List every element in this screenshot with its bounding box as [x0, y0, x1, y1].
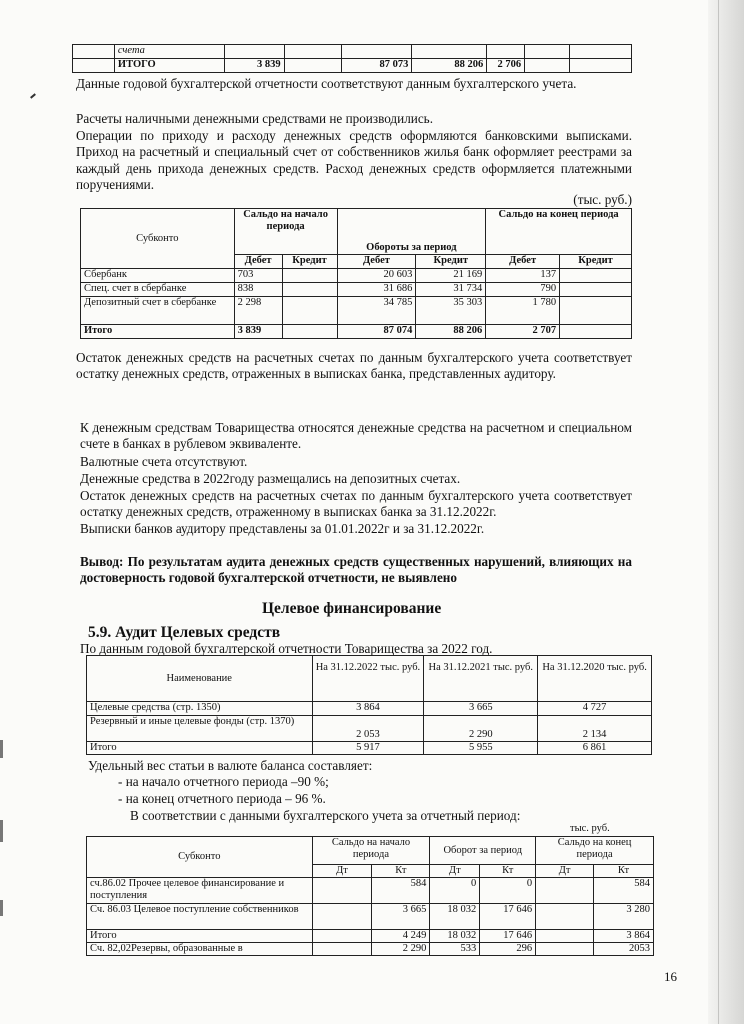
page-number: 16	[664, 969, 677, 984]
cell-value	[282, 269, 337, 283]
table-row	[73, 45, 632, 59]
cell-value: 2 053	[312, 716, 424, 742]
row-label: Итого	[87, 742, 313, 755]
cell-value: 533	[430, 943, 480, 956]
top-table	[72, 44, 632, 73]
cell-value	[525, 59, 570, 73]
cell-value	[536, 943, 594, 956]
cell-value: 21 169	[416, 269, 486, 283]
header-2022: На 31.12.2022 тыс. руб.	[312, 656, 424, 702]
header-debit: Дебет	[486, 255, 560, 269]
cell-value: 5 917	[312, 742, 424, 755]
cell-value	[284, 59, 342, 73]
cell-value	[312, 930, 372, 943]
header-credit: Кредит	[560, 255, 632, 269]
cell-value: 0	[480, 878, 536, 904]
cell-value	[312, 878, 372, 904]
cell-value	[560, 269, 632, 283]
header-dt: Дт	[312, 865, 372, 878]
paragraph: Выписки банков аудитору представлены за 01.01.2022г и за 31.12.2022г.	[80, 521, 485, 536]
cell-value: 4 249	[372, 930, 430, 943]
cell-value: 2053	[594, 943, 654, 956]
cell-value: 838	[234, 283, 282, 297]
paragraph: К денежным средствам Товарищества относятся денежные средства на расчетном и специальном счете в банках в рублевом эквиваленте.	[80, 420, 632, 452]
page-edge-line	[718, 0, 719, 1024]
cell-value: 2 298	[234, 297, 282, 325]
cell-value: 18 032	[430, 930, 480, 943]
cell-value: 87 073	[342, 59, 412, 73]
unit-label: тыс. руб.	[570, 823, 610, 834]
row-label: Итого	[87, 930, 313, 943]
cell-value: 703	[234, 269, 282, 283]
cell-value: 3 280	[594, 904, 654, 930]
unit-label: (тыс. руб.)	[573, 192, 632, 207]
cell-value	[282, 297, 337, 325]
cell-value: 2 290	[424, 716, 538, 742]
table-row	[87, 943, 654, 956]
table-row	[87, 878, 654, 904]
balance-table	[86, 655, 652, 755]
paragraph: Удельный вес статьи в валюте баланса составляет:	[88, 758, 373, 773]
cell-value	[560, 297, 632, 325]
header-kt: Кт	[594, 865, 654, 878]
cell-value: 3 839	[234, 325, 282, 339]
header-start: Сальдо на начало периода	[312, 837, 430, 865]
header-credit: Кредит	[416, 255, 486, 269]
cell-value: 296	[480, 943, 536, 956]
table-row	[81, 269, 632, 283]
row-label: Спец. счет в сбербанке	[81, 283, 235, 297]
row-label: сч.86.02 Прочее целевое финансирование и поступления	[87, 878, 313, 904]
cell-value: 3 864	[594, 930, 654, 943]
paragraph: Расчеты наличными денежными средствами не производились.	[76, 111, 433, 126]
row-label: Резервный и иные целевые фонды (стр. 1370)	[87, 716, 313, 742]
cell-value	[282, 283, 337, 297]
cell-value: 3 864	[312, 702, 424, 716]
table-header-row	[81, 209, 632, 255]
table-row	[87, 930, 654, 943]
cell-value: 2 706	[487, 59, 525, 73]
header-kt: Кт	[372, 865, 430, 878]
paragraph: Данные годовой бухгалтерской отчетности соответствуют данным бухгалтерского учета.	[76, 76, 577, 91]
cell-value: 0	[430, 878, 480, 904]
header-end: Сальдо на конец периода	[536, 837, 654, 865]
cell-value: 17 646	[480, 930, 536, 943]
row-label: Итого	[81, 325, 235, 339]
paragraph: В соответствии с данными бухгалтерского учета за отчетный период:	[130, 808, 521, 823]
row-label: Депозитный счет в сбербанке	[81, 297, 235, 325]
table-header-row	[87, 656, 652, 702]
cell-value: 584	[594, 878, 654, 904]
table-row	[87, 904, 654, 930]
cell-value: 2 134	[538, 716, 652, 742]
paragraph: Остаток денежных средств на расчетных счетах по данным бухгалтерского учета соответствует остатку денежных средств, отраженному в выписках банка за 31.12.2022г.	[80, 488, 632, 520]
paragraph: Денежные средства в 2022году размещались на депозитных счетах.	[80, 471, 461, 486]
header-end: Сальдо на конец периода	[486, 209, 632, 255]
cell-value: 18 032	[430, 904, 480, 930]
table-row	[87, 702, 652, 716]
header-dt: Дт	[430, 865, 480, 878]
scan-mark	[0, 740, 3, 758]
header-subconto: Субконто	[81, 209, 235, 269]
cell-value: 137	[486, 269, 560, 283]
header-start: Сальдо на начало периода	[234, 209, 337, 255]
table-row	[87, 742, 652, 755]
header-subconto: Субконто	[87, 837, 313, 878]
cell-value	[560, 283, 632, 297]
cell-value: 88 206	[416, 325, 486, 339]
cell-value	[312, 943, 372, 956]
header-dt: Дт	[536, 865, 594, 878]
cell-value: 3 665	[424, 702, 538, 716]
page-edge-shadow	[708, 0, 744, 1024]
header-credit: Кредит	[282, 255, 337, 269]
header-2020: На 31.12.2020 тыс. руб.	[538, 656, 652, 702]
row-label: Целевые средства (стр. 1350)	[87, 702, 313, 716]
paragraph: По данным годовой бухгалтерской отчетности Товарищества за 2022 год.	[80, 641, 493, 656]
cell-value: 87 074	[337, 325, 416, 339]
cell-value: 31 686	[337, 283, 416, 297]
table-row	[73, 59, 632, 73]
header-2021: На 31.12.2021 тыс. руб.	[424, 656, 538, 702]
cell-value: 4 727	[538, 702, 652, 716]
target-table	[86, 836, 654, 956]
cell-value: 34 785	[337, 297, 416, 325]
table-row	[87, 716, 652, 742]
cell-value: 17 646	[480, 904, 536, 930]
paragraph: - на начало отчетного периода –90 %;	[118, 774, 329, 789]
cell-value	[536, 878, 594, 904]
row-label: Сч. 82,02Резервы, образованные в	[87, 943, 313, 956]
row-label: счета	[114, 45, 224, 59]
row-label: Сч. 86.03 Целевое поступление собственников	[87, 904, 313, 930]
cash-table	[80, 208, 632, 339]
cell-value: 2 290	[372, 943, 430, 956]
paragraph: Валютные счета отсутствуют.	[80, 454, 248, 469]
paragraph: - на конец отчетного периода – 96 %.	[118, 791, 326, 806]
cell-value	[282, 325, 337, 339]
cell-value: 1 780	[486, 297, 560, 325]
cell-value: 584	[372, 878, 430, 904]
cell-value: 3 665	[372, 904, 430, 930]
table-row	[81, 325, 632, 339]
paragraph: Операции по приходу и расходу денежных средств оформляются банковскими выписками. Приход на расчетный и специальный счет от собственников жилья банк оформляет реестрами за каждый день прихода денежных средств. Расход денежных средств оформляется платежными поручениями.	[76, 128, 632, 193]
section-title: Целевое финансирование	[262, 600, 442, 617]
header-turnover: Оборот за период	[430, 837, 536, 865]
table-row	[81, 297, 632, 325]
cell-value	[536, 930, 594, 943]
table-header-row	[87, 837, 654, 865]
cell-value	[312, 904, 372, 930]
row-label: Сбербанк	[81, 269, 235, 283]
conclusion: Вывод: По результатам аудита денежных средств существенных нарушений, влияющих на достоверность годовой бухгалтерской отчетности, не выявлено	[80, 554, 632, 586]
cell-value: 2 707	[486, 325, 560, 339]
cell-value	[560, 325, 632, 339]
cell-value: 35 303	[416, 297, 486, 325]
cell-value	[536, 904, 594, 930]
cell-value: 6 861	[538, 742, 652, 755]
header-debit: Дебет	[337, 255, 416, 269]
cell-value: 5 955	[424, 742, 538, 755]
scan-mark	[0, 820, 3, 842]
row-label: ИТОГО	[114, 59, 224, 73]
scan-mark	[0, 900, 3, 916]
cell-value: 31 734	[416, 283, 486, 297]
cell-value: 790	[486, 283, 560, 297]
header-name: Наименование	[87, 656, 313, 702]
table-row	[81, 283, 632, 297]
header-turnover: Обороты за период	[337, 209, 486, 255]
subsection-title: 5.9. Аудит Целевых средств	[88, 624, 281, 641]
cell-value: 3 839	[224, 59, 284, 73]
header-debit: Дебет	[234, 255, 282, 269]
cell-value: 20 603	[337, 269, 416, 283]
cell-value: 88 206	[412, 59, 487, 73]
paragraph: Остаток денежных средств на расчетных счетах по данным бухгалтерского учета соответствует остатку денежных средств, отраженных в выписках банка, представленных аудитору.	[76, 350, 632, 382]
header-kt: Кт	[480, 865, 536, 878]
